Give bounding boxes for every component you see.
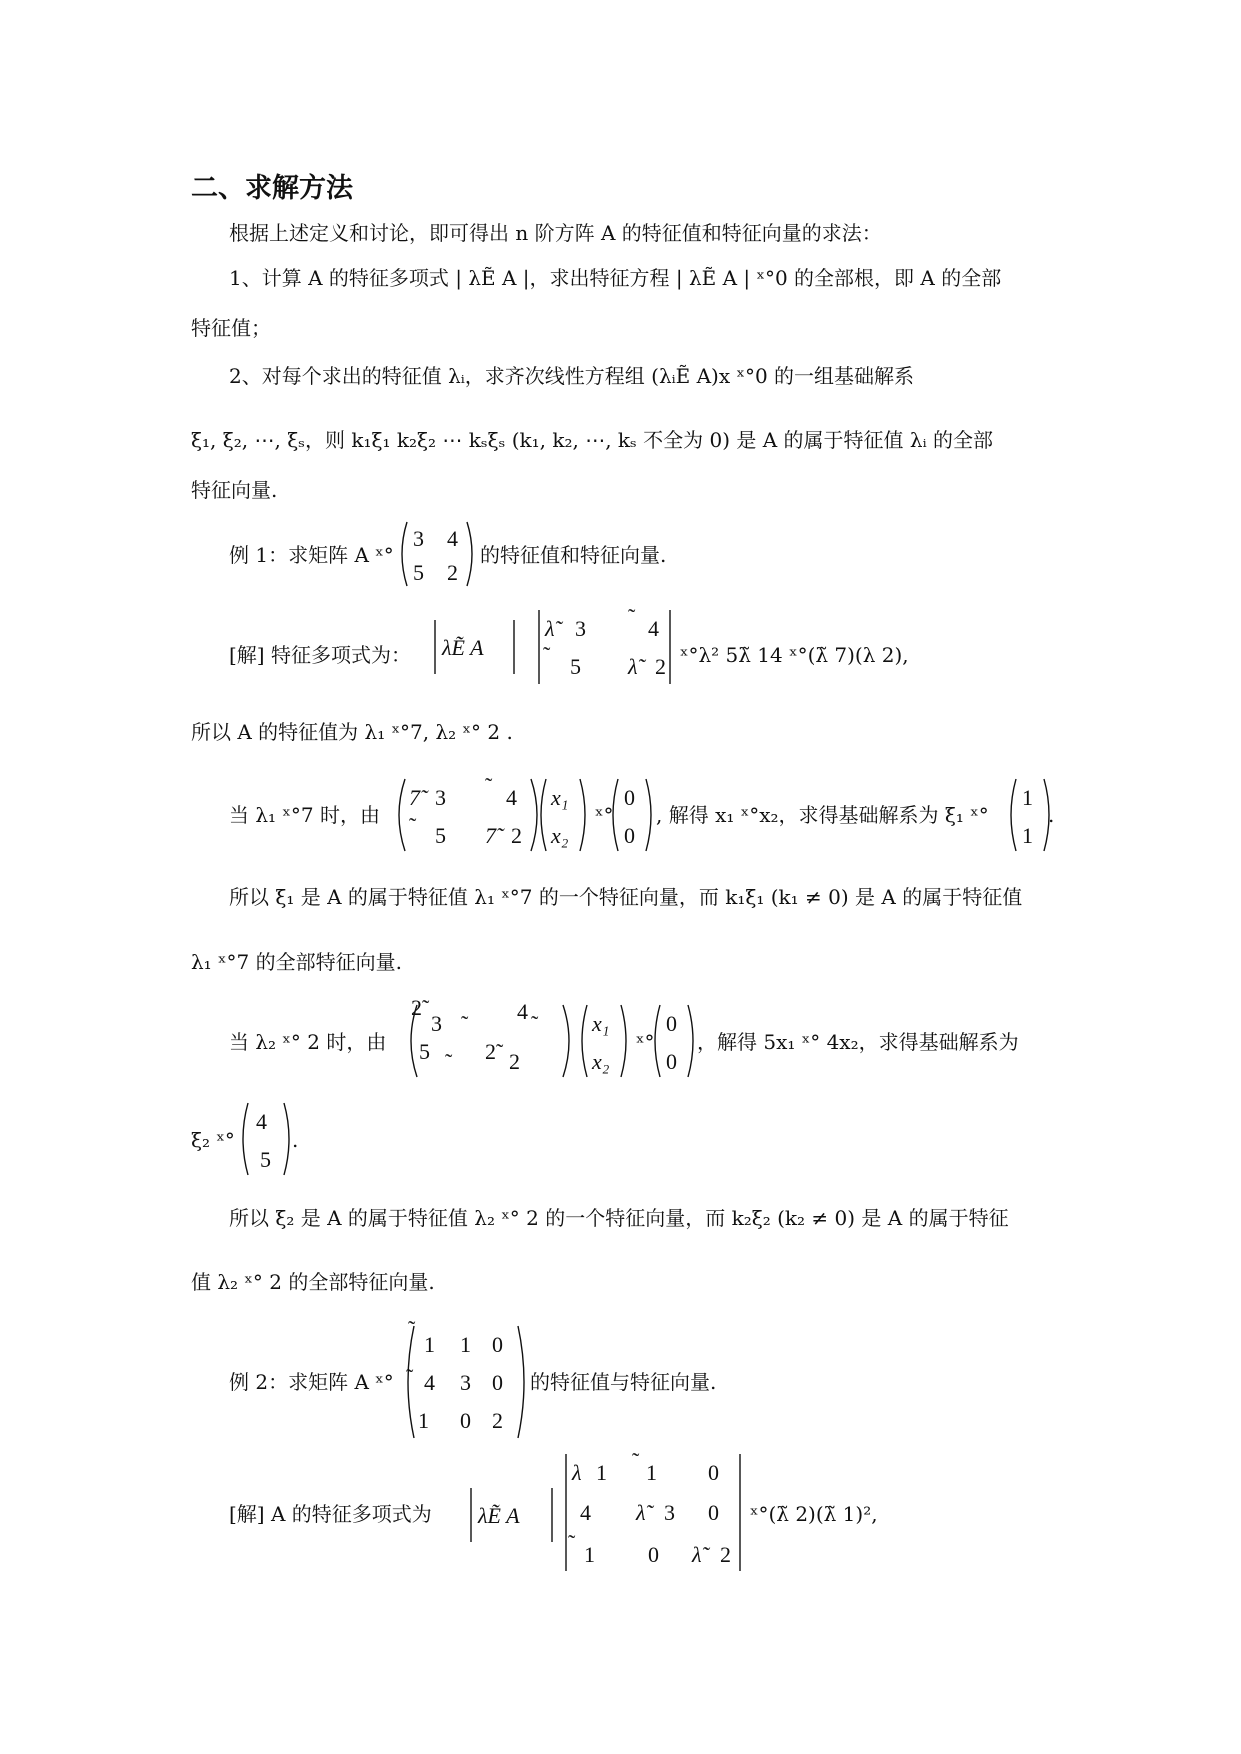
- svg-text:3: 3: [431, 1011, 442, 1036]
- svg-text:3: 3: [435, 785, 446, 810]
- svg-text:λ̃: λ̃: [636, 1500, 646, 1525]
- svg-text:5: 5: [419, 1039, 430, 1064]
- svg-text:λẼ A: λẼ A: [478, 1503, 520, 1528]
- ex1-suffix: 的特征值和特征向量.: [480, 543, 667, 567]
- svg-text:5: 5: [260, 1147, 271, 1172]
- ex1-case2-period: .: [292, 1128, 299, 1152]
- svg-text:˜: ˜: [543, 642, 551, 667]
- ex2-solution-rhs: ˣ°(λ̃ 2)(λ̃ 1)²,: [750, 1502, 878, 1526]
- ex2-det-matrix: [560, 1450, 750, 1575]
- svg-text:0: 0: [624, 785, 635, 810]
- svg-text:0: 0: [492, 1332, 503, 1357]
- ex1-case1-suffix: , 解得 x₁ ˣ°x₂，求得基础解系为 ξ₁ ˣ°: [656, 803, 989, 827]
- ex2-solution-prefix: [解] A 的特征多项式为: [229, 1502, 432, 1526]
- svg-text:˜: ˜: [461, 1011, 469, 1036]
- svg-text:2̃: 2̃: [485, 1039, 496, 1064]
- ex1-eigenvalues: 所以 A 的特征值为 λ₁ ˣ°7, λ₂ ˣ° 2 .: [191, 720, 513, 744]
- ex1-case2-suffix: ，解得 5x₁ ˣ° 4x₂，求得基础解系为: [697, 1030, 1019, 1054]
- svg-text:3: 3: [664, 1500, 675, 1525]
- svg-text:2: 2: [655, 654, 666, 679]
- ex2-suffix: 的特征值与特征向量.: [530, 1370, 717, 1394]
- svg-text:0: 0: [492, 1370, 503, 1395]
- svg-text:˜: ˜: [445, 1049, 453, 1074]
- ex1-det-matrix: [530, 606, 680, 686]
- svg-text:˜: ˜: [408, 1316, 416, 1341]
- ex1-case2-zero-vector: [650, 1001, 700, 1081]
- svg-text:˜: ˜: [531, 1011, 539, 1036]
- svg-text:4: 4: [506, 785, 517, 810]
- ex1-m11: 3: [413, 526, 424, 551]
- svg-text:λẼ A: λẼ A: [442, 635, 484, 660]
- step1-line1: 1、计算 A 的特征多项式 | λẼ A |，求出特征方程 | λẼ A | ˣ°0 的全部根，即 A 的全部: [229, 266, 1002, 290]
- ex1-det-lhs: [432, 612, 532, 682]
- step2-line3: 特征向量.: [191, 478, 278, 502]
- svg-text:x₂: x₂: [551, 823, 569, 848]
- svg-text:x₂: x₂: [592, 1049, 610, 1074]
- ex1-case1-result-line2: λ₁ ˣ°7 的全部特征向量.: [191, 950, 402, 974]
- svg-text:0: 0: [708, 1500, 719, 1525]
- ex1-case1-zero-vector: [608, 775, 658, 855]
- ex1-matrix: [397, 520, 477, 588]
- svg-text:2: 2: [511, 823, 522, 848]
- ex1-prefix: 例 1：求矩阵 A ˣ°: [229, 543, 394, 567]
- svg-text:2: 2: [509, 1049, 520, 1074]
- svg-text:˜: ˜: [632, 1448, 640, 1473]
- svg-text:2: 2: [720, 1542, 731, 1567]
- section-title: 二、求解方法: [191, 173, 353, 204]
- ex2-matrix: [402, 1316, 530, 1442]
- svg-text:1: 1: [460, 1332, 471, 1357]
- ex1-case2-result-line1: 所以 ξ₂ 是 A 的属于特征值 λ₂ ˣ° 2 的一个特征向量，而 k₂ξ₂ (k₂ ≠ 0) 是 A 的属于特征: [229, 1206, 1009, 1230]
- ex1-m12: 4: [447, 526, 458, 551]
- intro-text: 根据上述定义和讨论，即可得出 n 阶方阵 A 的特征值和特征向量的求法：: [229, 221, 882, 245]
- ex1-case2-eq: ˣ°: [636, 1030, 655, 1054]
- svg-text:1: 1: [596, 1460, 607, 1485]
- ex1-case2-basis-label: ξ₂ ˣ°: [191, 1128, 235, 1152]
- svg-text:2: 2: [492, 1408, 503, 1433]
- svg-text:1: 1: [424, 1332, 435, 1357]
- ex1-case2-prefix: 当 λ₂ ˣ° 2 时，由: [229, 1030, 387, 1054]
- ex1-m22: 2: [447, 560, 458, 585]
- svg-text:7̃: 7̃: [485, 823, 496, 848]
- svg-text:4: 4: [256, 1109, 267, 1134]
- svg-text:1: 1: [418, 1408, 429, 1433]
- svg-text:0: 0: [708, 1460, 719, 1485]
- svg-text:λ: λ: [572, 1460, 582, 1485]
- ex1-case2-basis: [236, 1099, 299, 1179]
- svg-text:˜: ˜: [409, 813, 417, 838]
- svg-text:0: 0: [666, 1011, 677, 1036]
- svg-text:x₁: x₁: [551, 785, 569, 810]
- svg-text:0: 0: [648, 1542, 659, 1567]
- svg-text:˜: ˜: [628, 604, 636, 629]
- step2-line2: ξ₁, ξ₂, ⋯, ξₛ，则 k₁ξ₁ k₂ξ₂ ⋯ kₛξₛ (k₁, k₂, ⋯, kₛ 不全为 0) 是 A 的属于特征值 λᵢ 的全部: [191, 428, 993, 452]
- ex1-solution-prefix: [解] 特征多项式为：: [229, 643, 411, 667]
- svg-text:5: 5: [435, 823, 446, 848]
- ex2-det-lhs: [468, 1480, 568, 1550]
- svg-text:˜: ˜: [568, 1530, 576, 1555]
- svg-text:3: 3: [460, 1370, 471, 1395]
- svg-text:x₁: x₁: [592, 1011, 610, 1036]
- ex1-case1-eq: ˣ°: [595, 803, 614, 827]
- svg-text:˜: ˜: [485, 773, 493, 798]
- svg-text:7̃: 7̃: [409, 785, 420, 810]
- svg-text:4: 4: [517, 999, 528, 1024]
- step2-line1: 2、对每个求出的特征值 λᵢ，求齐次线性方程组 (λᵢẼ A)x ˣ°0 的一组基础解系: [229, 364, 915, 388]
- ex1-case1-result-line1: 所以 ξ₁ 是 A 的属于特征值 λ₁ ˣ°7 的一个特征向量，而 k₁ξ₁ (k₁ ≠ 0) 是 A 的属于特征值: [229, 885, 1023, 909]
- ex1-solution-rhs: ˣ°λ² 5λ̃ 14 ˣ°(λ̃ 7)(λ 2),: [680, 643, 909, 667]
- ex1-case1-period: .: [1048, 803, 1055, 827]
- svg-text:4: 4: [580, 1500, 591, 1525]
- svg-text:λ̃: λ̃: [692, 1542, 702, 1567]
- ex1-case1-matrix: [393, 775, 543, 855]
- svg-text:0: 0: [666, 1049, 677, 1074]
- svg-text:4: 4: [648, 616, 659, 641]
- svg-text:λ̃: λ̃: [628, 654, 638, 679]
- svg-text:λ̃: λ̃: [545, 616, 555, 641]
- svg-text:1: 1: [646, 1460, 657, 1485]
- ex1-case2-x-vector: [575, 1001, 635, 1081]
- svg-text:1: 1: [584, 1542, 595, 1567]
- ex1-case1-x-vector: [534, 775, 594, 855]
- svg-text:0: 0: [624, 823, 635, 848]
- svg-text:1: 1: [1022, 823, 1033, 848]
- ex1-m21: 5: [413, 560, 424, 585]
- svg-text:˜: ˜: [406, 1364, 414, 1389]
- ex1-case1-prefix: 当 λ₁ ˣ°7 时，由: [229, 803, 380, 827]
- svg-text:5: 5: [570, 654, 581, 679]
- svg-text:1: 1: [1022, 785, 1033, 810]
- svg-text:4: 4: [424, 1370, 435, 1395]
- ex2-prefix: 例 2：求矩阵 A ˣ°: [229, 1370, 394, 1394]
- ex1-case2-result-line2: 值 λ₂ ˣ° 2 的全部特征向量.: [191, 1270, 435, 1294]
- ex1-case2-matrix: [405, 995, 575, 1081]
- svg-text:0: 0: [460, 1408, 471, 1433]
- step1-line2: 特征值；: [191, 316, 271, 340]
- svg-text:2̃: 2̃: [411, 995, 422, 1020]
- svg-text:3: 3: [575, 616, 586, 641]
